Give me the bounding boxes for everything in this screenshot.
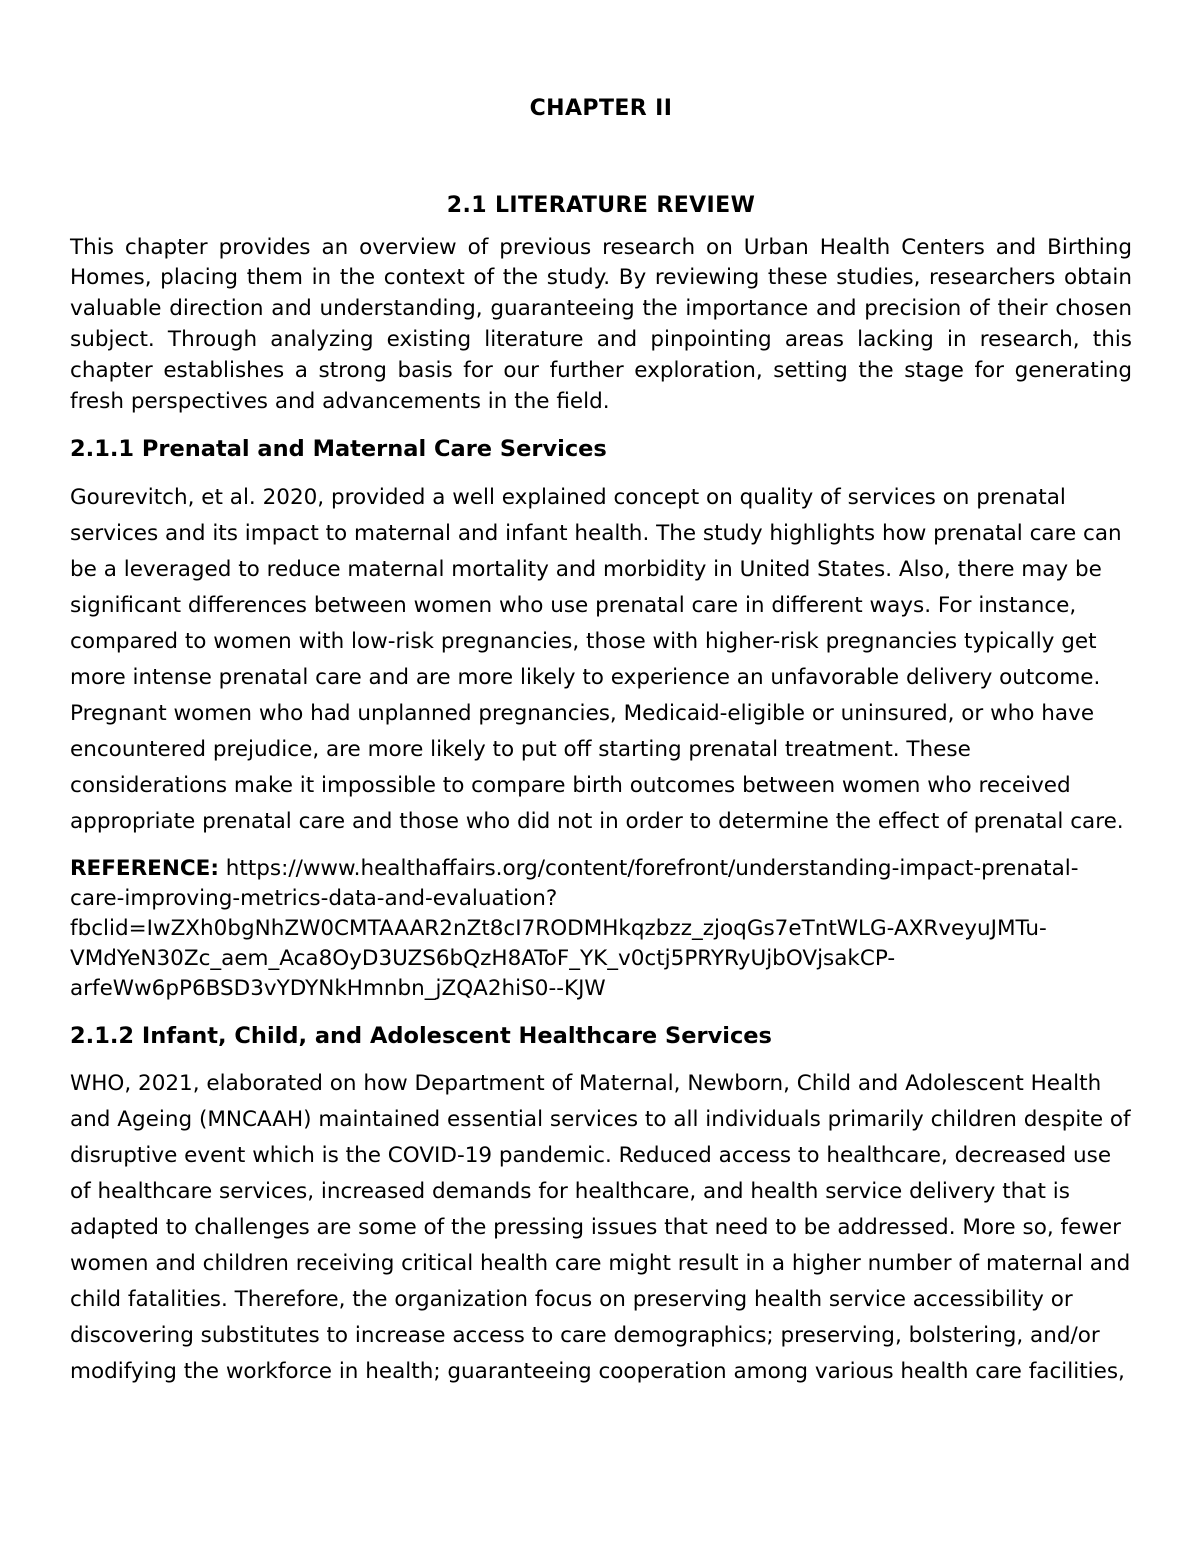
subsection-heading-212: 2.1.2 Infant, Child, and Adolescent Healthcare Services: [70, 1022, 772, 1049]
reference-label: REFERENCE:: [70, 855, 219, 881]
intro-paragraph: This chapter provides an overview of previous research on Urban Health Centers and Birthing Homes, placing them in the context of the study. By reviewing these studies, researchers obtain valuable direction and understanding, guaranteeing the importance and precision of their chosen subject. Through analyzing existing literature and pinpointing areas lacking in research, this chapter establishes a strong basis for our further exploration, setting the stage for generating fresh perspectives and advancements in the field.: [70, 234, 1132, 414]
section-heading: 2.1 LITERATURE REVIEW: [446, 193, 756, 219]
reference-block-211: [70, 854, 1132, 1004]
reference-url: https://www.healthaffairs.org/content/forefront/understanding-impact-prenatal-care-improving-metrics-data-and-evaluation?fbclid=IwZXh0bgNhZW0CMTAAAR2nZt8cI7RODMHkqzbzz_zjoqGs7eTntWLG-AXRveyuJMTu-VMdYeN30Zc_aem_Aca8OyD3UZS6bQzH8AToF_YK_v0ctj5PRYRyUjbOVjsakCP-arfeWw6pP6BSD3vYDYNkHmnbn_jZQA2hiS0--KJW: [70, 855, 1079, 1001]
subsection-body-212: WHO, 2021, elaborated on how Department of Maternal, Newborn, Child and Adolescent Health and Ageing (MNCAAH) maintained essential services to all individuals primarily children despite of disruptive event which is the COVID-19 pandemic. Reduced access to healthcare, decreased use of healthcare services, increased demands for healthcare, and health service delivery that is adapted to challenges are some of the pressing issues that need to be addressed. More so, fewer women and children receiving critical health care might result in a higher number of maternal and child fatalities. Therefore, the organization focus on preserving health service accessibility or discovering substitutes to increase access to care demographics; preserving, bolstering, and/or modifying the workforce in health; guaranteeing cooperation among various health care facilities,: [70, 1070, 1131, 1384]
chapter-heading: CHAPTER II: [529, 96, 673, 121]
document-content: [70, 0, 1132, 1390]
subsection-heading-211: 2.1.1 Prenatal and Maternal Care Services: [70, 436, 607, 463]
subsection-body-211: Gourevitch, et al. 2020, provided a well explained concept on quality of services on prenatal services and its impact to maternal and infant health. The study highlights how prenatal care can be a leveraged to reduce maternal mortality and morbidity in United States. Also, there may be significant differences between women who use prenatal care in different ways. For instance, compared to women with low-risk pregnancies, those with higher-risk pregnancies typically get more intense prenatal care and are more likely to experience an unfavorable delivery outcome. Pregnant women who had unplanned pregnancies, Medicaid-eligible or uninsured, or who have encountered prejudice, are more likely to put off starting prenatal treatment. These considerations make it impossible to compare birth outcomes between women who received appropriate prenatal care and those who did not in order to determine the effect of prenatal care.: [70, 484, 1124, 834]
